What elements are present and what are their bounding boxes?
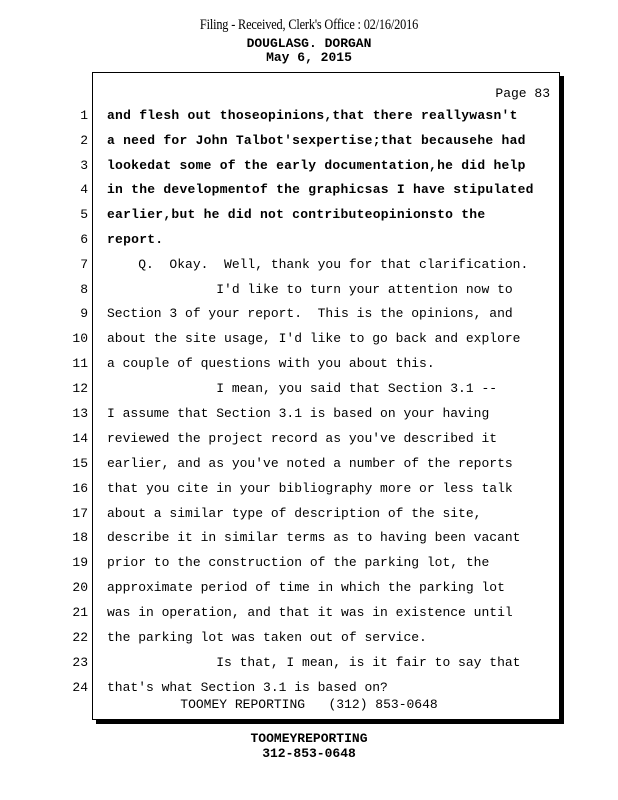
deposition-date: May 6, 2015 xyxy=(266,50,352,65)
transcript-line: Is that, I mean, is it fair to say that xyxy=(107,655,521,670)
line-number: 24 xyxy=(72,680,88,695)
line-number: 5 xyxy=(80,207,88,222)
page-number: Page 83 xyxy=(495,86,550,101)
transcript-line: I'd like to turn your attention now to xyxy=(107,282,513,297)
transcript-line: about the site usage, I'd like to go back and explore xyxy=(107,331,521,346)
transcript-line: lookedat some of the early documentation,he did help xyxy=(107,158,526,173)
filing-stamp: Filing - Received, Clerk's Office : 02/16/2016 xyxy=(199,17,419,33)
line-number: 9 xyxy=(80,306,88,321)
line-number: 12 xyxy=(72,381,88,396)
transcript-line: a couple of questions with you about this. xyxy=(107,356,435,371)
line-number: 1 xyxy=(80,108,88,123)
line-number: 15 xyxy=(72,456,88,471)
line-number: 21 xyxy=(72,605,88,620)
transcript-line: reviewed the project record as you've described it xyxy=(107,431,498,446)
line-number: 6 xyxy=(80,232,88,247)
line-number: 4 xyxy=(80,182,88,197)
line-number: 2 xyxy=(80,133,88,148)
transcript-line: about a similar type of description of the site, xyxy=(107,506,482,521)
transcript-line: I assume that Section 3.1 is based on your having xyxy=(107,406,490,421)
transcript-line: earlier,but he did not contributeopinionsto the xyxy=(107,207,486,222)
transcript-line: and flesh out thoseopinions,that there reallywasn't xyxy=(107,108,518,123)
transcript-line: a need for John Talbot'sexpertise;that becausehe had xyxy=(107,133,526,148)
footer-phone: 312-853-0648 xyxy=(262,746,356,761)
line-number: 10 xyxy=(72,331,88,346)
transcript-line: that you cite in your bibliography more or less talk xyxy=(107,481,513,496)
transcript-line: report. xyxy=(107,232,164,247)
transcript-line: prior to the construction of the parking lot, the xyxy=(107,555,490,570)
line-number: 18 xyxy=(72,530,88,545)
line-number: 19 xyxy=(72,555,88,570)
line-number: 22 xyxy=(72,630,88,645)
line-number: 3 xyxy=(80,158,88,173)
line-number: 13 xyxy=(72,406,88,421)
line-number: 8 xyxy=(80,282,88,297)
transcript-line: earlier, and as you've noted a number of the reports xyxy=(107,456,513,471)
line-number: 23 xyxy=(72,655,88,670)
transcript-line: the parking lot was taken out of service. xyxy=(107,630,427,645)
transcript-line: was in operation, and that it was in existence until xyxy=(107,605,513,620)
line-number: 7 xyxy=(80,257,88,272)
transcript-line: Q. Okay. Well, thank you for that clarification. xyxy=(107,257,529,272)
transcript-line: Section 3 of your report. This is the opinions, and xyxy=(107,306,513,321)
witness-name: DOUGLASG. DORGAN xyxy=(246,36,372,51)
line-number: 11 xyxy=(72,356,88,371)
footer-company: TOOMEYREPORTING xyxy=(250,731,368,746)
line-number: 16 xyxy=(72,481,88,496)
transcript-line: I mean, you said that Section 3.1 -- xyxy=(107,381,498,396)
line-number: 17 xyxy=(72,506,88,521)
line-number: 14 xyxy=(72,431,88,446)
transcript-line: approximate period of time in which the parking lot xyxy=(107,580,505,595)
reporter-line: TOOMEY REPORTING (312) 853-0648 xyxy=(180,697,438,712)
transcript-line: in the developmentof the graphicsas I have stipulated xyxy=(107,182,534,197)
transcript-line: that's what Section 3.1 is based on? xyxy=(107,680,388,695)
line-number: 20 xyxy=(72,580,88,595)
transcript-line: describe it in similar terms as to having been vacant xyxy=(107,530,521,545)
